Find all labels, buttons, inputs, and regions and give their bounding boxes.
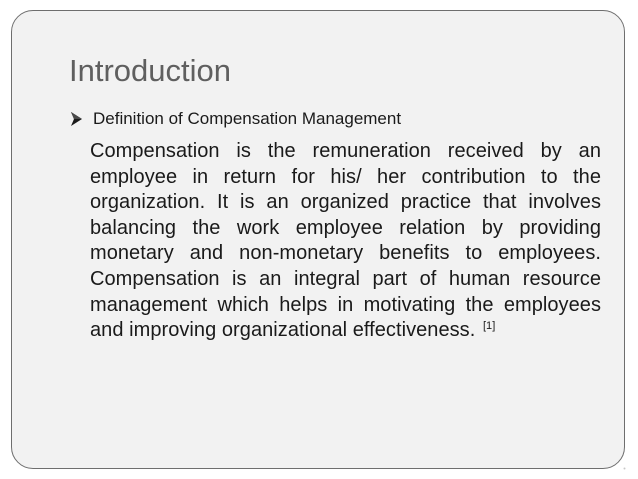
arrowhead-bullet-icon bbox=[70, 111, 83, 127]
citation-marker: [1] bbox=[482, 319, 496, 332]
slide-corner-dot bbox=[623, 467, 626, 470]
bullet-text: Definition of Compensation Management bbox=[93, 109, 402, 128]
bullet-item bbox=[70, 107, 401, 131]
definition-paragraph bbox=[90, 139, 601, 344]
slide-title: Introduction bbox=[69, 53, 231, 88]
paragraph-text: Compensation is the remuneration received by an employee in return for his/ her contribution to the organization. It is an organized practice that involves balancing the work employee relation by providing monetary and non-monetary benefits to employees. Compensation is an integral part of human resource management which helps in motivating the employees and improving organizational effectiveness. bbox=[90, 140, 601, 342]
